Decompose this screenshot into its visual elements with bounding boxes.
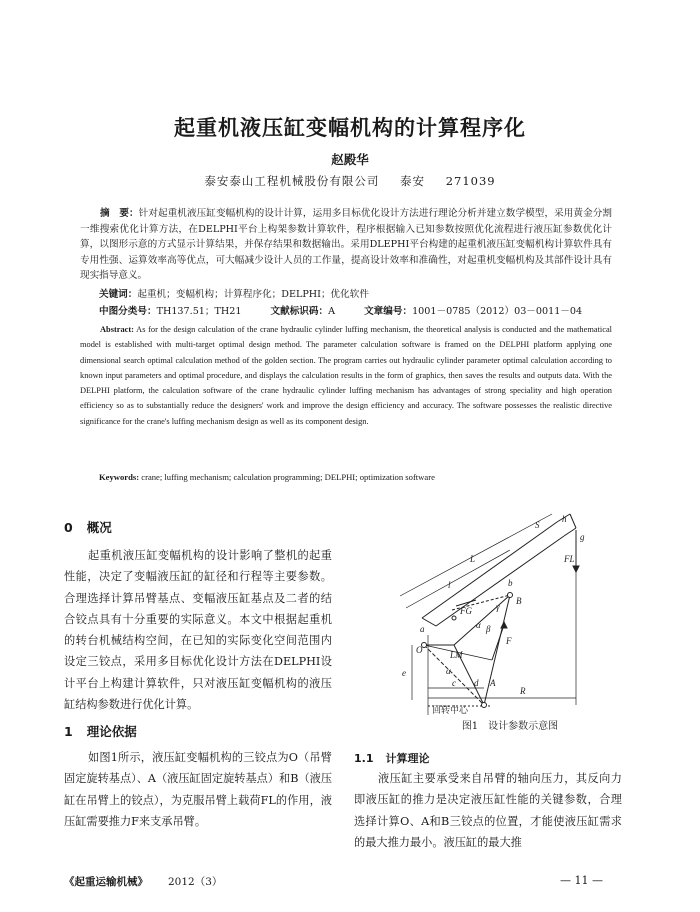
label-O: O (416, 645, 423, 655)
label-gamma: γ (496, 602, 500, 612)
label-g: g (580, 532, 585, 542)
abstract-cn-text: 针对起重机液压缸变幅机构的设计计算，运用多目标优化设计方法进行理论分析并建立数学模型，采用黄金分割一维搜索优化计算方法，在DELPHI平台上构架参数计算软件，程序根据输入已知参数按照优化流程进行液压缸参数优化计算，以图形示意的方式显示计算结果，并保存结果和数据输出。采用DLEPHI平台构建的起重机液压缸变幅机构计算软件具有专用性强、运算效率高等优点，可大幅减少设计人员的工作量，提高设计效率和准确性，对起重机变幅机构及其部件设计具有现实指导意义。 (80, 208, 613, 282)
clc-code: 中图分类号：TH137.51；TH21 (99, 306, 242, 317)
section-1-heading: 1 理论依据 (64, 724, 137, 739)
abstract-en-label: Abstract: (100, 325, 134, 334)
keywords-en (99, 472, 619, 482)
dimension-L (400, 514, 552, 596)
label-l: l (448, 580, 451, 590)
label-beta: β (486, 624, 491, 634)
boom-bottom-edge (436, 536, 564, 626)
label-B: B (516, 596, 522, 606)
label-FL: FL (564, 554, 575, 564)
label-h: h (562, 514, 567, 524)
article-number: 文章编号：1001－0785（2012）03－0011－04 (364, 306, 583, 317)
pin-A (482, 703, 487, 708)
label-b: b (508, 578, 513, 588)
label-c: c (452, 678, 456, 688)
doc-code: 文献标识码：A (270, 306, 336, 317)
label-alpha2: α (446, 666, 451, 676)
pin-B (508, 593, 513, 598)
dimension-l (406, 550, 510, 608)
abstract-cn (80, 206, 612, 284)
label-LM: LM (450, 650, 463, 660)
section-0-heading: 0 概况 (64, 520, 112, 535)
figure-1-diagram (392, 510, 637, 715)
section-1-1-paragraph: 液压缸主要承受来自吊臂的轴向压力，其反向力即液压缸的推力是决定液压缸性能的关键参数，合理选择计算O、A和B三铰点的位置，才能使液压缸需求的最大推力最小。液压缸的最大推 (354, 772, 622, 849)
section-1-1-heading: 1.1 计算理论 (354, 752, 430, 765)
paper-title: 起重机液压缸变幅机构的计算程序化 (174, 116, 526, 140)
section-0-paragraph: 起重机液压缸变幅机构的设计影响了整机的起重性能，决定了变幅液压缸的缸径和行程等主要参数。合理选择计算吊臂基点、变幅液压缸基点及二者的结合铰点具有十分重要的实际意义。本文中根据起重机的转台机械结构空间，在已知的实际变化空间范围内设定三铰点，采用多目标优化设计方法在DELPHI设计平台上构建计算软件，只对液压缸变幅机构的液压缸结构参数进行优化计算。 (64, 549, 332, 712)
label-alpha1: α (476, 620, 481, 630)
affiliation (0, 173, 700, 189)
keywords-en-text: crane; luffing mechanism; calculation programming; DELPHI; optimization software (141, 472, 435, 482)
label-FG: FG (460, 606, 472, 616)
abstract-en (80, 322, 612, 429)
abstract-cn-label: 摘 要： (100, 208, 139, 219)
label-e: e (402, 668, 406, 678)
label-L: L (470, 554, 476, 564)
keywords-cn-text: 起重机；变幅机构；计算程序化；DELPHI；优化软件 (137, 289, 369, 300)
abstract-en-text: As for the design calculation of the crane hydraulic cylinder luffing mechanism, the theoretical analysis is conducted and the mathematical model is established with multi-target optimal design method. The parameter calculation software is framed on the DELPHI platform applying one dimensional search optimal calculation method of the golden section. The program carries out hydraulic cylinder parameter optimal calculation according to known input parameters and optimal procedure, and displays the calculation results in the form of graphics, then saves the results and outputs data. With the DELPHI platform, the calculation software of the crane hydraulic cylinder luffing mechanism has advantages of strong speciality and high operation efficiency so as to substantially reduce the designers' work and improve the design efficiency and accuracy. The software possesses the realistic directive significance for the crane's luffing mechanism design as well as its component design. (80, 325, 612, 426)
label-a: a (420, 624, 425, 634)
author-name: 赵殿华 (331, 152, 369, 167)
page-number: — 11 — (560, 874, 603, 887)
keywords-cn-label: 关键词： (99, 289, 138, 300)
label-A: A (490, 678, 496, 688)
journal-footer (64, 874, 222, 889)
affiliation-org: 泰安泰山工程机械股份有限公司 (204, 174, 380, 188)
classification-line (99, 303, 619, 317)
label-d: d (474, 678, 479, 688)
keywords-cn (99, 286, 619, 300)
affiliation-city: 泰安 (400, 174, 426, 188)
boom-top-edge (422, 522, 557, 618)
journal-name: 《起重运输机械》 (64, 876, 148, 888)
rotation-center-label: 回转中心 (432, 705, 469, 715)
label-S: S (535, 520, 540, 530)
label-F: F (506, 636, 512, 646)
section-1-paragraph: 如图1所示，液压缸变幅机构的三铰点为O（吊臂固定旋转基点）、A（液压缸固定旋转基点）和B（液压缸在吊臂上的铰点），为克服吊臂上载荷FL的作用，液压缸需要推力F来支承吊臂。 (64, 751, 333, 828)
label-R: R (520, 686, 526, 696)
affiliation-zip: 271039 (445, 174, 496, 188)
figure-1-caption: 图1 设计参数示意图 (461, 721, 559, 732)
journal-issue: 2012（3） (168, 876, 223, 888)
keywords-en-label: Keywords: (99, 472, 140, 482)
